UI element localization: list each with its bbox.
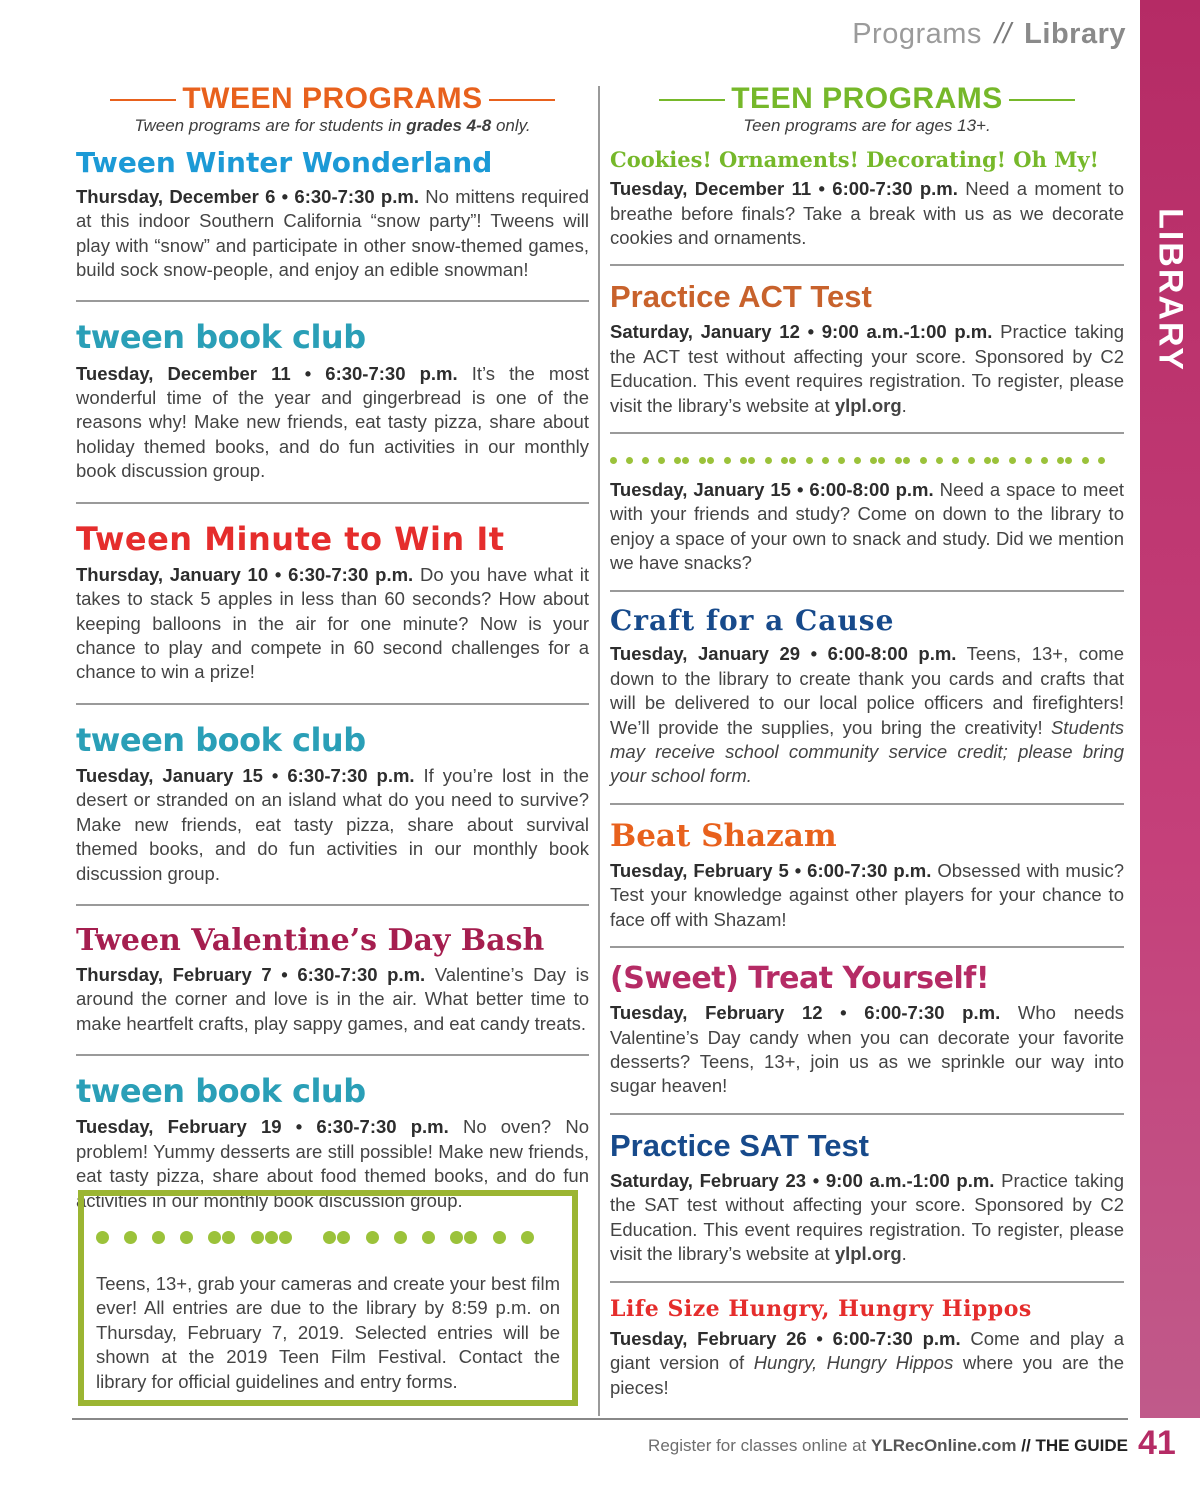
dot-group [674, 457, 690, 464]
event-text: Teens, 13+, come down to the library to create thank you cards and crafts that will be delivered to our local police officers and firefighters! We’ll provide the supplies, you bring the creativity! [610, 643, 1125, 738]
dot [96, 1231, 109, 1244]
event-practice-act [610, 280, 1124, 434]
dot [984, 457, 991, 464]
dot [1082, 457, 1089, 464]
event-italic-note: Students may receive school community service credit; please bring your school form. [610, 716, 1124, 787]
dot-group [740, 457, 756, 464]
dot [992, 457, 999, 464]
dot [208, 1231, 221, 1244]
dot [422, 1231, 435, 1244]
footer-separator: // [1016, 1436, 1036, 1455]
dot [610, 457, 617, 464]
dot [952, 457, 959, 464]
dot-group [765, 457, 772, 464]
header-library: Library [1024, 18, 1126, 50]
event-description [610, 1001, 1124, 1099]
event-title: tween book club [76, 720, 366, 759]
event-hungry-hippos [610, 1297, 1124, 1418]
teen-heading-text: TEEN PROGRAMS [731, 82, 1003, 115]
dot [180, 1231, 193, 1244]
dotted-title-graphic [96, 1222, 560, 1252]
website-link[interactable]: ylpl.org [834, 1243, 902, 1265]
event-text: No mittens required at this indoor Southern California “snow party”! Tweens will play with “snow” and participate in other snow-themed games, build sock snow-people, and enjoy an edible snowman! [76, 185, 589, 281]
tween-sub-post: only. [491, 116, 531, 135]
event-title: Craft for a Cause [610, 603, 895, 637]
event-beat-shazam [610, 819, 1124, 948]
dot [152, 1231, 165, 1244]
event-when: Tuesday, December 11 • 6:00-7:30 p.m. [610, 178, 958, 200]
dot [682, 457, 689, 464]
dot-group [806, 457, 813, 464]
event-description [610, 1169, 1124, 1267]
dot-group [251, 1231, 293, 1244]
dot [521, 1231, 534, 1244]
event-description [76, 963, 589, 1036]
dot-group [658, 457, 665, 464]
event-description [610, 642, 1124, 788]
event-text: Come and play a giant version of [610, 1327, 1124, 1374]
dot-group [838, 457, 845, 464]
dot-group [450, 1231, 478, 1244]
event-title: Beat Shazam [610, 817, 837, 854]
sidebar-label: LIBRARY [1151, 208, 1190, 372]
event-text: Who needs Valentine’s Day candy when you can decorate your favorite desserts? Teens, 13+, join us as we sprinkle our way into sugar heaven! [610, 1002, 1124, 1097]
event-craft-for-a-cause [610, 603, 1125, 805]
dot [493, 1231, 506, 1244]
event-description [76, 185, 589, 283]
column-divider [598, 86, 600, 1416]
dot [968, 457, 975, 464]
tween-heading [76, 82, 589, 116]
library-sidebar [1140, 0, 1200, 1418]
dotted-title-graphic [610, 448, 1124, 472]
tween-heading-text: TWEEN PROGRAMS [182, 82, 483, 115]
dot [699, 457, 706, 464]
event-tween-minute-to-win-it [76, 519, 589, 705]
tween-sub-bold: grades 4-8 [406, 116, 492, 135]
event-text: Need a space to meet with your friends and study? Come on down to the library to enjoy a space of your own to snack and study. Did we mention we have snacks? [610, 479, 1125, 574]
event-tween-book-club-jan [76, 720, 589, 906]
dot-group [920, 457, 927, 464]
event-description [76, 563, 589, 685]
event-text: No oven? No problem! Yummy desserts are still possible! Make new friends, eat tasty pizza, share about food themed books, and do fun activities in our monthly book discussion group. [76, 1116, 589, 1211]
dot [707, 457, 714, 464]
page-header [760, 18, 1126, 51]
dot-group [642, 457, 649, 464]
dot-group [124, 1231, 137, 1244]
dot [936, 457, 943, 464]
dot-group [394, 1231, 407, 1244]
dot [674, 457, 681, 464]
dot [781, 457, 788, 464]
event-text: Practice taking the SAT test without affecting your score. Sponsored by C2 Education. This event requires registration. To register, please visit the library’s website at [610, 1169, 1124, 1265]
dot [1025, 457, 1032, 464]
dot [724, 457, 731, 464]
heading-rule [659, 99, 725, 101]
dot-group [968, 457, 975, 464]
event-tween-valentines-bash [76, 924, 589, 1056]
event-text-end: . [901, 1243, 907, 1265]
footer-text: Register for classes online at [648, 1436, 872, 1455]
event-when: Saturday, January 12 • 9:00 a.m.-1:00 p.m. [610, 321, 993, 343]
event-when: Tuesday, January 15 • 6:30-7:30 p.m. [76, 765, 415, 787]
dot [394, 1231, 407, 1244]
footer-site-link[interactable]: YLRecOnline.com [871, 1436, 1017, 1455]
dot [323, 1231, 336, 1244]
dot [279, 1231, 292, 1244]
event-title: Life Size Hungry, Hungry Hippos [610, 1295, 1032, 1322]
dot-group [180, 1231, 193, 1244]
dot [222, 1231, 235, 1244]
dot [806, 457, 813, 464]
dot-group [822, 457, 829, 464]
dot [920, 457, 927, 464]
tween-subtitle [76, 116, 589, 136]
dot [450, 1231, 463, 1244]
event-title: Tween Minute to Win It [76, 519, 505, 558]
tween-column [76, 82, 589, 1249]
dot [658, 457, 665, 464]
event-title: (Sweet) Treat Yourself! [610, 961, 990, 997]
dot [337, 1231, 350, 1244]
tween-sub-pre: Tween programs are for students in [134, 116, 407, 135]
event-description [610, 1327, 1124, 1400]
dot [1057, 457, 1064, 464]
event-tween-winter-wonderland [76, 148, 589, 302]
dot-group [781, 457, 797, 464]
dot [838, 457, 845, 464]
dot-group [422, 1231, 435, 1244]
event-when: Tuesday, January 29 • 6:00-8:00 p.m. [610, 643, 957, 665]
dot-group [493, 1231, 506, 1244]
event-when: Tuesday, February 19 • 6:30-7:30 p.m. [76, 1116, 449, 1138]
dot-group [1025, 457, 1032, 464]
dot-group [724, 457, 731, 464]
event-italic-title: Hungry, Hungry Hippos [753, 1352, 954, 1374]
event-title: Practice SAT Test [610, 1127, 870, 1163]
dot [251, 1231, 264, 1244]
dot-group [936, 457, 943, 464]
event-text: Need a moment to breathe before finals? Take a break with us as we decorate cookies and ornaments. [610, 178, 1124, 248]
film-festival-box [78, 1190, 578, 1406]
dot [854, 457, 861, 464]
dot [748, 457, 755, 464]
heading-rule [1009, 99, 1075, 101]
dot [765, 457, 772, 464]
event-text: If you’re lost in the desert or stranded on an island what do you need to survive? Make new friends, eat tasty pizza, share about survival themed books, and do fun activities in our monthly book discussion group. [76, 765, 589, 884]
dot [1098, 457, 1105, 464]
dot [740, 457, 747, 464]
event-title: tween book club [76, 318, 366, 357]
dot-group [854, 457, 861, 464]
event-description [610, 859, 1124, 932]
event-text-end: . [901, 394, 907, 416]
header-programs: Programs [852, 18, 982, 50]
dot-group [208, 1231, 236, 1244]
dot [789, 457, 796, 464]
event-description [76, 764, 589, 886]
event-description [76, 362, 589, 484]
event-title: Tween Winter Wonderland [76, 146, 493, 179]
event-when: Thursday, January 10 • 6:30-7:30 p.m. [76, 563, 414, 585]
dot-group [1041, 457, 1048, 464]
event-practice-sat [610, 1129, 1124, 1283]
dot [642, 457, 649, 464]
teen-column [610, 82, 1124, 1436]
dot [878, 457, 885, 464]
dot-group [1098, 457, 1105, 464]
heading-rule [489, 99, 555, 101]
dot-group [1057, 457, 1073, 464]
website-link[interactable]: ylpl.org [834, 394, 902, 416]
dot [895, 457, 902, 464]
dot-group [152, 1231, 165, 1244]
event-when: Thursday, February 7 • 6:30-7:30 p.m. [76, 964, 426, 986]
footer-rule [72, 1418, 1128, 1420]
dot [1041, 457, 1048, 464]
event-text: Obsessed with music? Test your knowledge against other players for your chance to face off with Shazam! [610, 859, 1125, 930]
event-text: Do you have what it takes to stack 5 apples in less than 60 seconds? How about keeping balloons in the air for one minute? Now is your chance to play and compete in 60 second challenges for a chance to win a prize! [76, 563, 589, 683]
dot-group [96, 1231, 109, 1244]
dot-group [366, 1231, 379, 1244]
event-title: tween book club [76, 1072, 366, 1111]
dot-group [1009, 457, 1016, 464]
event-title: Practice ACT Test [610, 279, 872, 315]
dot-group [323, 1231, 351, 1244]
dot-group [952, 457, 959, 464]
event-when: Tuesday, February 5 • 6:00-7:30 p.m. [610, 859, 932, 881]
dot [870, 457, 877, 464]
event-when: Saturday, February 23 • 9:00 a.m.-1:00 p.m. [610, 1169, 995, 1191]
dot [903, 457, 910, 464]
dot-group [521, 1231, 534, 1244]
dot-group [870, 457, 886, 464]
teen-heading [610, 82, 1124, 116]
footer-guide-label: THE GUIDE [1035, 1436, 1128, 1455]
event-description [610, 478, 1124, 576]
dot-group [610, 457, 617, 464]
teen-subtitle: Teen programs are for ages 13+. [743, 116, 991, 135]
dot [265, 1231, 278, 1244]
dot-group [895, 457, 911, 464]
page-number: 41 [1138, 1424, 1176, 1462]
event-description [610, 320, 1124, 418]
event-when: Tuesday, January 15 • 6:00-8:00 p.m. [610, 479, 934, 501]
heading-rule [110, 99, 176, 101]
event-text: Valentine’s Day is around the corner and love is in the air. What better time to make heartfelt crafts, play sappy games, and eat candy treats. [76, 964, 589, 1034]
header-separator: // [994, 18, 1012, 50]
dot [1065, 457, 1072, 464]
dot [822, 457, 829, 464]
film-description: Teens, 13+, grab your cameras and create your best film ever! All entries are due to the library by 8:59 p.m. on Thursday, February 7, 2019. Selected entries will be shown at the 2019 Teen Film Festival. Contact the library for official guidelines and entry forms. [96, 1273, 560, 1392]
dot-group [1082, 457, 1089, 464]
footer [600, 1436, 1128, 1456]
dot-group [626, 457, 633, 464]
dot [626, 457, 633, 464]
event-description [610, 177, 1124, 250]
event-when: Tuesday, February 12 • 6:00-7:30 p.m. [610, 1002, 1001, 1024]
event-sweet-treat [610, 962, 1124, 1115]
event-title: Cookies! Ornaments! Decorating! Oh My! [610, 147, 1099, 172]
event-when: Tuesday, December 11 • 6:30-7:30 p.m. [76, 362, 458, 384]
event-text: Practice taking the ACT test without affecting your score. Sponsored by C2 Education. This event requires registration. To register, please visit the library’s website at [610, 321, 1124, 416]
event-when: Thursday, December 6 • 6:30-7:30 p.m. [76, 185, 419, 207]
dot [124, 1231, 137, 1244]
dot [1009, 457, 1016, 464]
event-cookies-ornaments [610, 148, 1124, 266]
dot [464, 1231, 477, 1244]
event-tween-book-club-dec [76, 320, 589, 503]
dot-group [984, 457, 1000, 464]
event-title: Tween Valentine’s Day Bash [76, 923, 545, 959]
event-study-space [610, 448, 1124, 592]
event-text: It’s the most wonderful time of the year and gingerbread is one of the reasons why! Make new friends, eat tasty pizza, share about holiday themed books, and do fun activities in our monthly book discussion group. [76, 362, 589, 482]
dot [366, 1231, 379, 1244]
event-text-end: where you are the pieces! [610, 1352, 1124, 1398]
event-when: Tuesday, February 26 • 6:00-7:30 p.m. [610, 1327, 961, 1349]
dot-group [699, 457, 715, 464]
